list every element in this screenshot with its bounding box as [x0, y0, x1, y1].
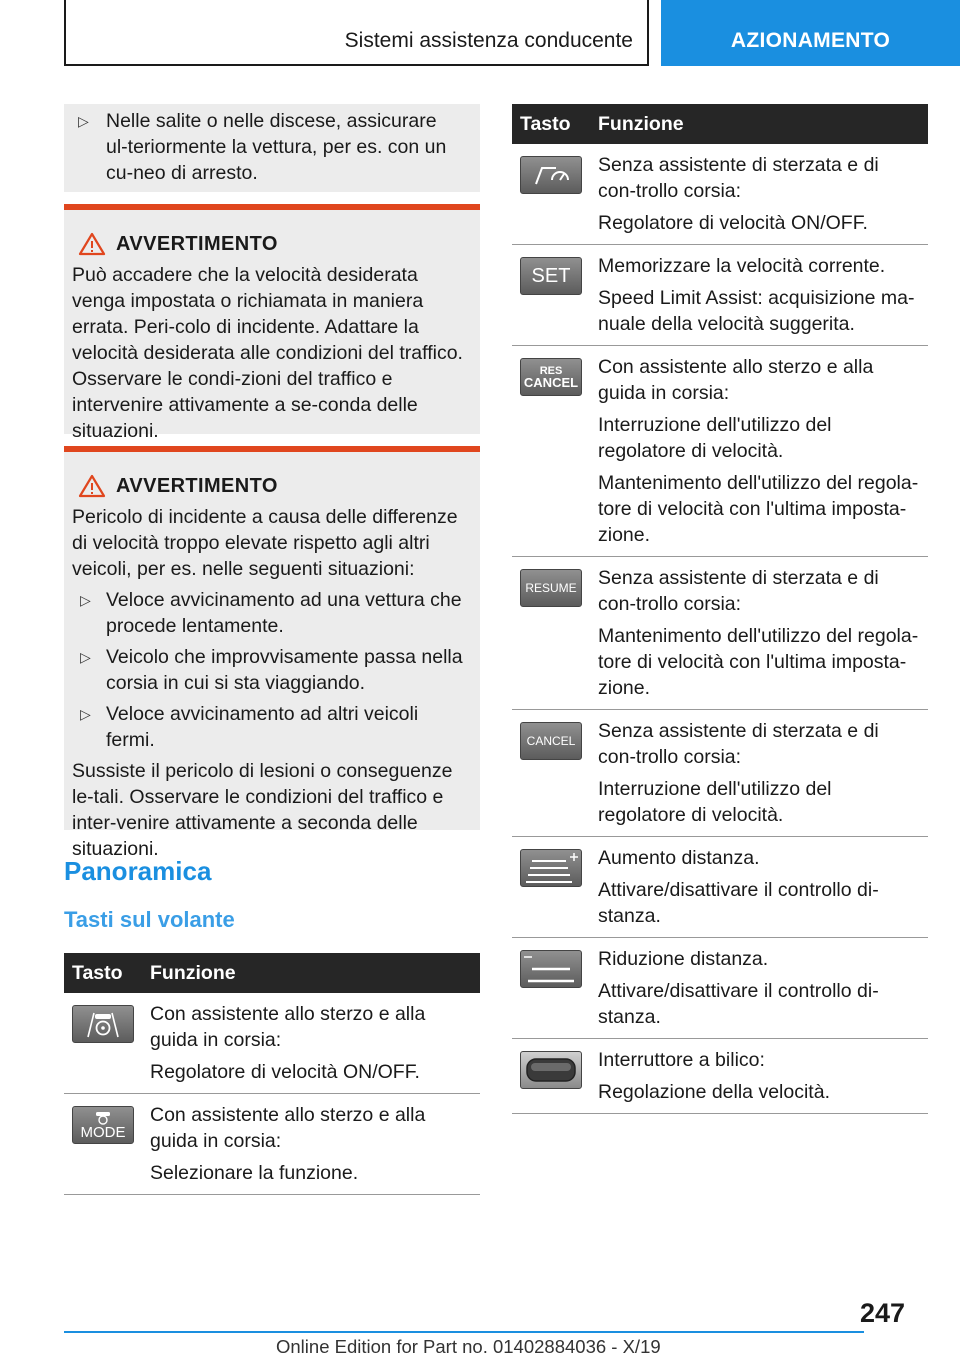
function-text: Interruzione dell'utilizzo del regolatore di velocità.: [598, 414, 832, 462]
column-header-function: Funzione: [590, 104, 928, 144]
footer-rule: [64, 1331, 864, 1333]
steering-buttons-table-right: [512, 104, 928, 1114]
function-text: Speed Limit Assist: acquisizione ma-nuale della velocità suggerita.: [598, 287, 915, 335]
steering-buttons-table-left: [64, 953, 480, 1195]
triangle-bullet-icon: ▷: [80, 706, 91, 722]
warning-header: [72, 232, 472, 256]
warning-outro: Sussiste il pericolo di lesioni o conseguenze le-tali. Osservare le condizioni del traffico e inter-venire attivamente a seconda delle situazioni.: [72, 760, 453, 860]
function-text: Aumento distanza.: [598, 847, 760, 869]
list-item-text: Nelle salite o nelle discese, assicurare ul-teriormente la vettura, per es. con un cu-neo di arresto.: [106, 110, 447, 184]
page-number: 247: [860, 1298, 906, 1328]
warning-intro: Pericolo di incidente a causa delle differenze di velocità troppo elevate rispetto agli altri veicoli, per es. nelle seguenti situazioni:: [72, 506, 458, 580]
key-label: RESUME: [525, 581, 577, 595]
warning-header: [72, 474, 472, 498]
function-text: Attivare/disattivare il controllo di-stanza.: [598, 980, 879, 1028]
right-column: [512, 104, 928, 1114]
rocker-switch-icon: [520, 1051, 582, 1089]
key-label: MODE: [80, 1123, 126, 1141]
key-label: SET: [531, 265, 571, 287]
triangle-bullet-icon: ▷: [78, 113, 89, 129]
table-row: [512, 710, 928, 837]
function-text: Attivare/disattivare il controllo di-stanza.: [598, 879, 879, 927]
section-tab: [64, 0, 649, 66]
warning-title: AVVERTIMENTO: [116, 232, 278, 255]
subsection-heading: Tasti sul volante: [64, 907, 235, 932]
warning-title: AVVERTIMENTO: [116, 474, 278, 497]
warning-box-2: [64, 446, 480, 860]
left-column: [64, 104, 480, 1195]
cancel-button-icon: [520, 722, 582, 760]
set-button-icon: [520, 257, 582, 295]
column-header-key: Tasto: [512, 104, 590, 144]
table-row: [512, 557, 928, 710]
resume-button-icon: [520, 569, 582, 607]
chapter-title: AZIONAMENTO: [730, 29, 891, 52]
table-row: [512, 837, 928, 938]
section-title: Sistemi assistenza conducente: [344, 29, 633, 52]
function-text: Regolatore di velocità ON/OFF.: [598, 212, 868, 234]
key-label: CANCEL: [523, 375, 579, 390]
mode-button-icon: [72, 1106, 134, 1144]
list-item: [72, 644, 472, 696]
triangle-bullet-icon: ▷: [80, 649, 91, 665]
table-row: [512, 144, 928, 245]
warning-triangle-icon: [78, 474, 106, 498]
function-text: Regolatore di velocità ON/OFF.: [150, 1061, 420, 1083]
function-text: Interruzione dell'utilizzo del regolatore di velocità.: [598, 778, 832, 826]
function-text: Con assistente allo sterzo e alla guida in corsia:: [150, 1104, 426, 1152]
table-header-row: [64, 953, 480, 993]
cruise-control-onoff-icon: [520, 156, 582, 194]
key-label: RES: [539, 365, 563, 377]
distance-decrease-icon: [520, 950, 582, 988]
key-label: CANCEL: [526, 734, 576, 748]
column-header-key: Tasto: [64, 953, 142, 993]
footer-edition: Online Edition for Part no. 01402884036 - X/19: [276, 1336, 661, 1357]
list-item-text: Veicolo che improvvisamente passa nella corsia in cui si sta viaggiando.: [106, 646, 463, 694]
table-header-row: [512, 104, 928, 144]
function-text: Regolazione della velocità.: [598, 1081, 830, 1103]
table-row: [512, 1039, 928, 1114]
lane-assist-steering-icon: [72, 1005, 134, 1043]
list-item-text: Veloce avvicinamento ad una vettura che procede lentamente.: [106, 589, 462, 637]
distance-increase-icon: [520, 849, 582, 887]
warning-box-1: [64, 204, 480, 442]
list-item-text: Veloce avvicinamento ad altri veicoli fermi.: [106, 703, 419, 751]
section-heading: Panoramica: [64, 856, 212, 886]
warning-text: Può accadere che la velocità desiderata venga impostata o richiamata in maniera errata. Peri-colo di incidente. Adattare la velocità desiderata alle condizioni del traffico. Osservare le condi-zioni del traffico e intervenire attivamente a se-conda delle situazioni.: [72, 264, 463, 442]
column-header-function: Funzione: [142, 953, 480, 993]
page-header: [0, 0, 960, 66]
table-row: [512, 938, 928, 1039]
table-row: [512, 245, 928, 346]
function-text: Memorizzare la velocità corrente.: [598, 255, 886, 277]
list-item: [64, 108, 460, 186]
warning-triangle-icon: [78, 232, 106, 256]
function-text: Interruttore a bilico:: [598, 1049, 765, 1071]
chapter-tab: [661, 0, 960, 66]
function-text: Senza assistente di sterzata e di con-trollo corsia:: [598, 567, 879, 615]
function-text: Selezionare la funzione.: [150, 1162, 359, 1184]
function-text: Riduzione distanza.: [598, 948, 769, 970]
function-text: Mantenimento dell'utilizzo del regola-tore di velocità con l'ultima imposta-zione.: [598, 472, 919, 546]
triangle-bullet-icon: ▷: [80, 592, 91, 608]
list-item: [72, 701, 472, 753]
function-text: Senza assistente di sterzata e di con-trollo corsia:: [598, 720, 879, 768]
function-text: Mantenimento dell'utilizzo del regola-tore di velocità con l'ultima imposta-zione.: [598, 625, 919, 699]
table-row: [64, 993, 480, 1094]
res-cancel-button-icon: [520, 358, 582, 396]
table-row: [64, 1094, 480, 1195]
function-text: Senza assistente di sterzata e di con-trollo corsia:: [598, 154, 879, 202]
table-row: [512, 346, 928, 557]
intro-note-box: [64, 104, 480, 192]
list-item: [72, 587, 472, 639]
function-text: Con assistente allo sterzo e alla guida in corsia:: [598, 356, 874, 404]
function-text: Con assistente allo sterzo e alla guida in corsia:: [150, 1003, 426, 1051]
